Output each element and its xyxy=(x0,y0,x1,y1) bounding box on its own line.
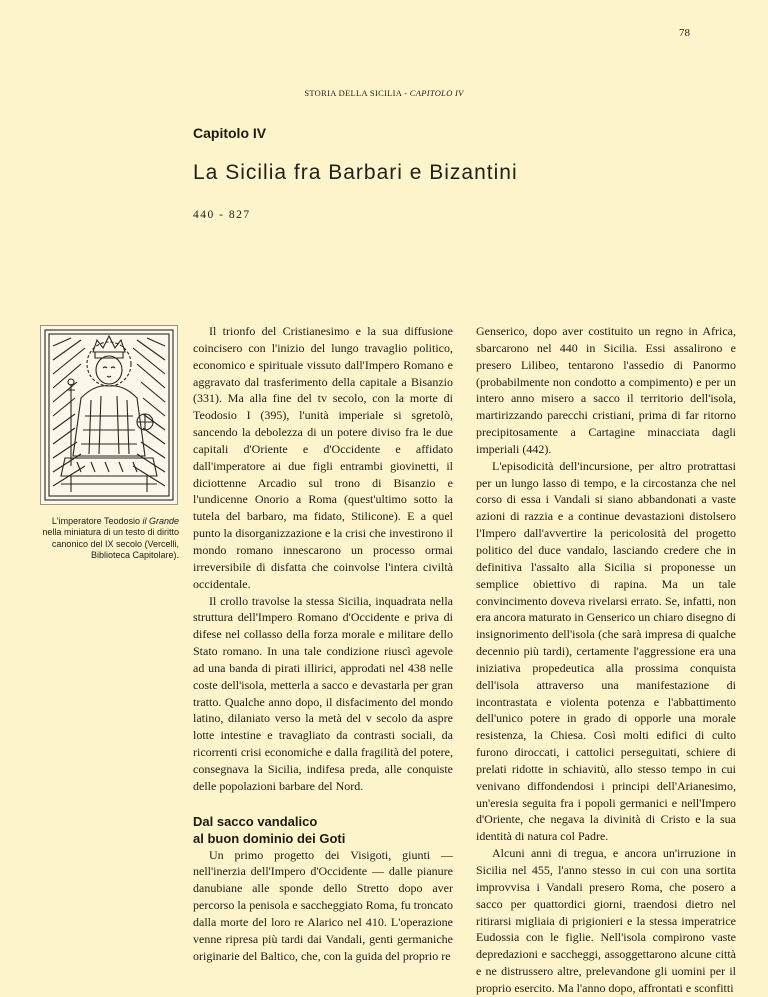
subheading-line: al buon dominio dei Goti xyxy=(193,830,346,846)
paragraph: Il crollo travolse la stessa Sicilia, inquadrata nella struttura dell'Impero Romano d'Occidente e priva di difese nel collasso della forza morale e militare dello Stato romano. In una tale condizione riuscì agevole ad una banda di pirati illirici, approdati nel 438 nelle coste dell'isola, metterla a sacco e devastarla per gran tratto. Qualche anno dopo, il disfacimento del mondo latino, dilaniato verso la metà del v secolo da aspre lotte intestine e travagliato da contrasti sociali, da ricorrenti crisi economiche e dalla fragilità del potere, consegnava la Sicilia, indifesa preda, alle conquiste delle popolazioni barbare del Nord. xyxy=(193,593,453,793)
running-header-chapter: CAPITOLO IV xyxy=(409,88,464,98)
emperor-miniature-image xyxy=(40,325,178,505)
page-number: 78 xyxy=(679,27,690,39)
paragraph: Un primo progetto dei Visigoti, giunti — nell'inerzia dell'Impero d'Occidente — dalle pianure danubiane alle sponde dello Stretto dopo aver percorso la penisola e saccheggiato Roma, fu troncato dalla morte del loro re Alarico nel 410. L'operazione venne ripresa più tardi dai Vandali, genti germaniche originarie del Baltico, che, con la guida del proprio re xyxy=(193,847,453,963)
text-column-right xyxy=(476,323,736,997)
running-header xyxy=(0,88,768,98)
figure-caption xyxy=(40,516,179,562)
chapter-dates: 440 - 827 xyxy=(193,209,251,221)
section-subheading xyxy=(193,813,453,847)
paragraph: Genserico, dopo aver costituito un regno in Africa, sbarcarono nel 440 in Sicilia. Essi assalirono e presero Lilibeo, tentarono l'assedio di Panormo (probabilmente non condotto a compimento) e per un intero anno misero a sacco il territorio dell'isola, martirizzando parecchi cristiani, prima di far ritorno precipitosamente a Cartagine minacciata dagli imperiali (442). xyxy=(476,324,736,456)
subheading-line: Dal sacco vandalico xyxy=(193,813,318,829)
running-header-text: STORIA DELLA SICILIA - xyxy=(304,88,410,98)
chapter-title: La Sicilia fra Barbari e Bizantini xyxy=(193,161,518,184)
miniature-drawing xyxy=(41,326,177,504)
paragraph: L'episodicità dell'incursione, per altro protrattasi per un lungo lasso di tempo, e la circostanza che nel corso di essa i Vandali si siano abbandonati a vaste azioni di razzia e a continue devastazioni distolsero l'Impero dall'avvertire la pericolosità del progetto politico del duce vandalo, lasciando credere che in definitiva l'assalto alla Sicilia si proponesse un semplice obiettivo di rapina. Ma un tale convincimento doveva rivelarsi errato. Se, infatti, non era ancora maturato in Genserico un chiaro disegno di insignorimento dell'isola (che sarà impresa di qualche decennio più tardi), certamente l'aggressione era una iniziativa propedeutica alla prossima conquista dell'isola attraverso una manifestazione di incontrastata e violenta potenza e l'abbattimento dell'unico potere in grado di opporle una morale resistenza, la Chiesa. Così molti edifici di culto furono diroccati, i cattolici perseguitati, schiere di prelati ridotte in schiavitù, allo stesso tempo in cui venivano diffondendosi i principi dell'Arianesimo, un'eresia seguita fra i popoli germanici e nell'Impero d'Oriente, che negava la divinità di Cristo e la sua identità di natura col Padre. xyxy=(476,458,736,844)
paragraph: Il trionfo del Cristianesimo e la sua diffusione coincisero con l'inizio del lungo travaglio politico, economico e spirituale vissuto dall'Impero Romano e aggravato dal trasferimento della capitale a Bisanzio (331). Ma alla fine del tv secolo, con la morte di Teodosio I (395), l'unità imperiale si sgretolò, sancendo la debolezza di un potere diviso fra le due capitali d'Oriente e d'Occidente e affidato dall'imperatore ai due figli entrambi giovinetti, il diciottenne Arcadio sul trono di Bisanzio e l'undicenne Onorio a Roma (quest'ultimo sotto la tutela del barbaro, ma fidato, Stilicone). E a quel punto la disorganizzazione e la crisi che investirono il mondo romano innescarono un processo ormai irreversibile di disfatta che coinvolse l'intera civiltà occidentale. xyxy=(193,324,453,591)
caption-end: nella miniatura di un testo di diritto canonico del IX secolo (Vercelli, Biblioteca Capitolare). xyxy=(42,527,179,561)
caption-start: L'imperatore Teodosio xyxy=(51,516,143,526)
chapter-label: Capitolo IV xyxy=(193,125,267,141)
paragraph: Alcuni anni di tregua, e ancora un'irruzione in Sicilia nel 455, l'anno stesso in cui con una sortita improvvisa i Vandali presero Roma, che posero a sacco per quattordici giorni, traendosi dietro nel ritirarsi migliaia di prigionieri e la stessa imperatrice Eudossia con le figlie. Nell'isola compirono vaste depredazioni e saccheggi, assoggettarono alcune città e ne distrussero altre, prelevandone gli uomini per il proprio esercito. Ma l'anno dopo, affrontati e sconfitti xyxy=(476,846,736,995)
text-column-left xyxy=(193,323,453,965)
caption-italic: il Grande xyxy=(142,516,179,526)
